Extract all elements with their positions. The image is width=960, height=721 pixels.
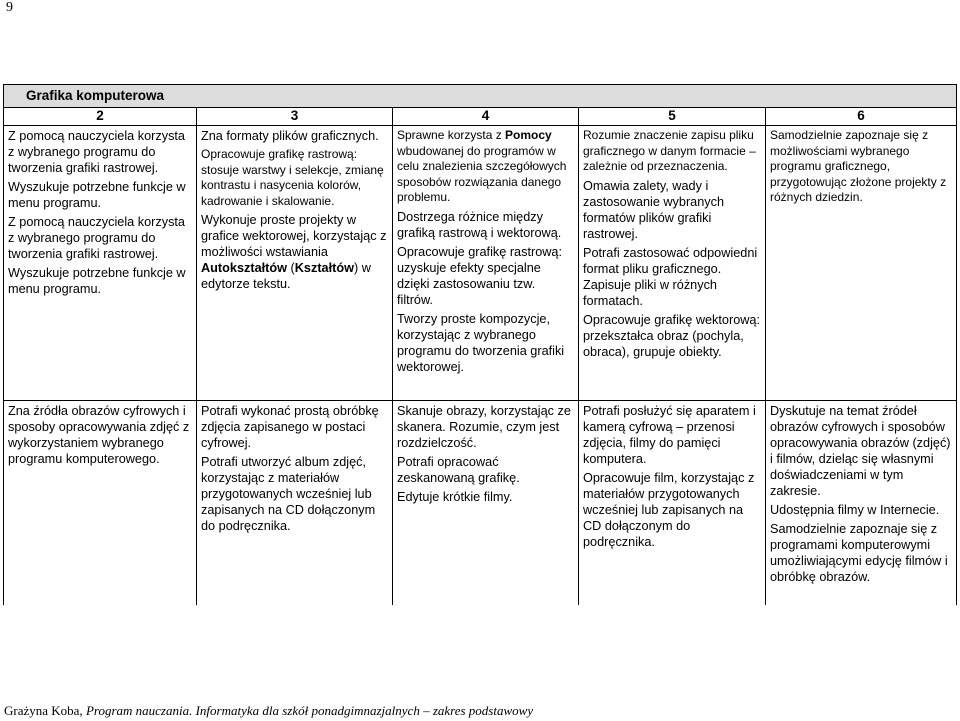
requirement-text: Opracowuje film, korzystając z materiałów przygotowanych wcześniej lub zapisanych na CD dołączonym do podręcznika.	[583, 471, 755, 549]
curriculum-table	[3, 84, 957, 605]
footer-author: Grażyna Koba,	[4, 703, 86, 718]
column-number: 4	[393, 108, 579, 126]
cell-r2-c3	[197, 401, 393, 606]
requirement-text: Zna źródła obrazów cyfrowych i sposoby opracowywania zdjęć z wykorzystaniem wybranego programu komputerowego.	[8, 404, 190, 466]
requirement-text: Skanuje obrazy, korzystając ze skanera. Rozumie, czym jest rozdzielczość.	[397, 404, 571, 450]
cell-r2-c4	[393, 401, 579, 606]
requirement-text: Opracowuje grafikę wektorową: przekształca obraz (pochyla, obraca), grupuje obiekty.	[583, 312, 760, 359]
column-number: 3	[197, 108, 393, 126]
requirement-text: Potrafi posłużyć się aparatem i kamerą cyfrową – przenosi zdjęcia, filmy do pamięci komputera.	[583, 404, 756, 466]
requirement-text: Udostępnia filmy w Internecie.	[770, 503, 940, 517]
requirement-text: Potrafi zastosować odpowiedni format pliku graficznego. Zapisuje pliki w różnych formatach.	[583, 245, 758, 308]
table-title: Grafika komputerowa	[4, 85, 957, 108]
cell-r2-c2	[4, 401, 197, 606]
requirement-text: Sprawne korzysta z Pomocy wbudowanej do programów w celu znalezienia szczegółowych sposobów rozwiązania danego problemu.	[397, 128, 567, 204]
requirement-text: Wyszukuje potrzebne funkcje w menu programu.	[8, 180, 186, 210]
requirement-text: Z pomocą nauczyciela korzysta z wybranego programu do tworzenia grafiki rastrowej.	[8, 215, 185, 261]
cell-r1-c4	[393, 126, 579, 401]
requirement-text: Tworzy proste kompozycje, korzystając z wybranego programu do tworzenia grafiki wektorowej.	[397, 311, 565, 374]
page-number: 9	[6, 0, 13, 15]
column-number: 2	[4, 108, 197, 126]
column-number: 6	[766, 108, 957, 126]
requirement-text: Wyszukuje potrzebne funkcje w menu programu.	[8, 266, 186, 296]
requirement-text: Dostrzega różnice między grafiką rastrową i wektorową.	[397, 209, 562, 240]
requirement-text: Edytuje krótkie filmy.	[397, 490, 513, 504]
cell-r1-c6	[766, 126, 957, 401]
footer-title: Program nauczania. Informatyka dla szkół ponadgimnazjalnych – zakres podstawowy	[85, 703, 534, 718]
requirement-text: Opracowuje grafikę rastrową: stosuje warstwy i selekcje, zmianę kontrastu i nasycenia kolorów, kadrowanie i skalowanie.	[201, 147, 384, 208]
requirement-text: Opracowuje grafikę rastrową: uzyskuje efekty specjalne dzięki zastosowaniu tzw. filtrów.	[397, 244, 563, 307]
cell-r1-c2	[4, 126, 197, 401]
requirement-text: Zna formaty plików graficznych.	[201, 129, 379, 143]
requirement-text: Potrafi utworzyć album zdjęć, korzystając z materiałów przygotowanych wcześniej lub zapisanych na CD dołączonym do podręcznika.	[201, 455, 376, 533]
requirement-text: Rozumie znaczenie zapisu pliku graficznego w danym formacie – zależnie od przeznaczenia.	[583, 128, 756, 173]
cell-r1-c3	[197, 126, 393, 401]
requirement-text: Dyskutuje na temat źródeł obrazów cyfrowych i sposobów opracowywania obrazów (zdjęć) i filmów, dzieląc się własnymi doświadczeniami w tym zakresie.	[770, 404, 951, 498]
requirement-text: Samodzielnie zapoznaje się z programami komputerowymi umożliwiającymi edycję filmów i obróbkę obrazów.	[770, 522, 948, 584]
requirement-text: Potrafi wykonać prostą obróbkę zdjęcia zapisanego w postaci cyfrowej.	[201, 404, 379, 450]
requirement-text: Samodzielnie zapoznaje się z możliwościami wybranego programu graficznego, przygotowując złożone projekty z różnych dziedzin.	[770, 128, 947, 204]
column-number: 5	[579, 108, 766, 126]
requirement-text: Z pomocą nauczyciela korzysta z wybranego programu do tworzenia grafiki rastrowej.	[8, 129, 185, 175]
cell-r2-c5	[579, 401, 766, 606]
requirement-text: Potrafi opracować zeskanowaną grafikę.	[397, 455, 520, 485]
cell-r2-c6	[766, 401, 957, 606]
requirement-text: Omawia zalety, wady i zastosowanie wybranych formatów plików grafiki rastrowej.	[583, 178, 725, 241]
page-footer	[4, 703, 533, 719]
requirement-text: Wykonuje proste projekty w grafice wektorowej, korzystając z możliwości wstawiania Autokształtów (Kształtów) w edytorze tekstu.	[201, 213, 387, 291]
cell-r1-c5	[579, 126, 766, 401]
